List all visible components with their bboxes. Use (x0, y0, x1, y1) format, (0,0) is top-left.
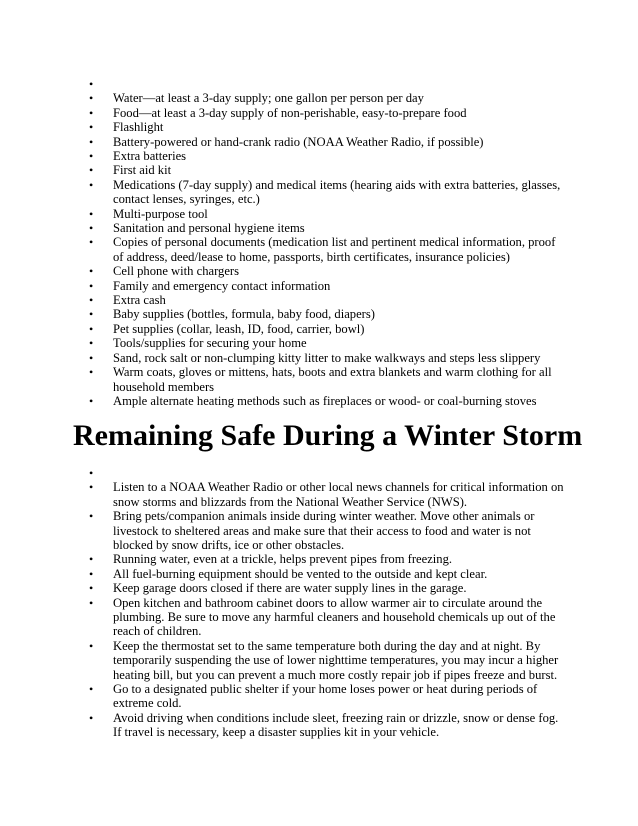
list-item: • Water—at least a 3-day supply; one gallon per person per day (89, 91, 424, 106)
bullet: • (89, 235, 94, 250)
bullet: • (89, 206, 94, 221)
list-item: • Copies of personal documents (medication list and pertinent medical information, proof of address, deed/lease to home, passports, birth certificates, insurance policies) (89, 235, 556, 264)
bullet: • (89, 509, 94, 524)
bullet: • (89, 466, 94, 480)
bullet: • (89, 480, 94, 495)
bullet: • (89, 134, 94, 149)
list-item: • Keep garage doors closed if there are water supply lines in the garage. (89, 581, 467, 596)
list-item: • Food—at least a 3-day supply of non-perishable, easy-to-prepare food (89, 105, 467, 120)
bullet: • (89, 278, 94, 293)
bullet: • (89, 321, 94, 336)
section-heading: Remaining Safe During a Winter Storm (73, 419, 583, 452)
bullet: • (89, 163, 94, 178)
list-item: • Multi-purpose tool (89, 206, 208, 221)
list-item: • Family and emergency contact information (89, 278, 331, 293)
list-item: • Warm coats, gloves or mittens, hats, boots and extra blankets and warm clothing for all household members (89, 365, 552, 394)
bullet: • (89, 566, 94, 581)
bullet: • (89, 581, 94, 596)
bullet: • (89, 105, 94, 120)
bullet: • (89, 393, 94, 408)
list-item: • Ample alternate heating methods such as fireplaces or wood- or coal-burning stoves (89, 393, 537, 408)
list-item: • Bring pets/companion animals inside during winter weather. Move other animals or livestock to sheltered areas and make sure that their access to food and water is not blocked by snow drifts, ice or other obstacles. (89, 509, 535, 553)
list-item (89, 77, 569, 91)
list-item: • All fuel-burning equipment should be vented to the outside and kept clear. (89, 566, 488, 581)
bullet: • (89, 682, 94, 697)
bullet: • (89, 120, 94, 135)
list-item: • Avoid driving when conditions include sleet, freezing rain or drizzle, snow or dense fog. If travel is necessary, keep a disaster supplies kit in your vehicle. (89, 710, 559, 740)
list-item: • Keep the thermostat set to the same temperature both during the day and at night. By temporarily suspending the use of lower nighttime temperatures, you may incur a higher heating bill, but you can prevent a much more costly repair job if pipes freeze and burst. (89, 638, 559, 682)
bullet: • (89, 365, 94, 380)
supplies-list (89, 77, 569, 408)
list-item: • Pet supplies (collar, leash, ID, food, carrier, bowl) (89, 321, 365, 336)
list-item: • Sanitation and personal hygiene items (89, 221, 305, 236)
list-item: • Listen to a NOAA Weather Radio or other local news channels for critical information on snow storms and blizzards from the National Weather Service (NWS). (89, 480, 564, 509)
list-item: • Sand, rock salt or non-clumping kitty litter to make walkways and steps less slippery (89, 350, 541, 365)
list-item: • Extra batteries (89, 149, 187, 164)
bullet: • (89, 595, 94, 610)
winter-safety-list (89, 466, 569, 740)
list-item: • Extra cash (89, 293, 166, 308)
list-item: • Open kitchen and bathroom cabinet doors to allow warmer air to circulate around the plumbing. Be sure to move any harmful cleaners and household chemicals up out of the reach of children. (89, 595, 556, 639)
list-item: • Battery-powered or hand-crank radio (NOAA Weather Radio, if possible) (89, 134, 484, 149)
bullet: • (89, 336, 94, 351)
bullet: • (89, 307, 94, 322)
bullet: • (89, 264, 94, 279)
bullet: • (89, 149, 94, 164)
list-item: • Baby supplies (bottles, formula, baby food, diapers) (89, 307, 375, 322)
bullet: • (89, 77, 94, 91)
list-item: • Flashlight (89, 120, 164, 135)
list-item: • Cell phone with chargers (89, 264, 240, 279)
list-item: • Running water, even at a trickle, helps prevent pipes from freezing. (89, 552, 453, 567)
bullet: • (89, 177, 94, 192)
list-item: • First aid kit (89, 163, 172, 178)
bullet: • (89, 638, 94, 653)
bullet: • (89, 350, 94, 365)
list-item: • Tools/supplies for securing your home (89, 336, 307, 351)
list-item (89, 466, 569, 480)
bullet: • (89, 91, 94, 106)
bullet: • (89, 293, 94, 308)
list-item: • Medications (7-day supply) and medical items (hearing aids with extra batteries, glasses, contact lenses, syringes, etc.) (89, 177, 561, 207)
bullet: • (89, 221, 94, 236)
list-item: • Go to a designated public shelter if your home loses power or heat during periods of extreme cold. (89, 682, 538, 711)
bullet: • (89, 710, 94, 725)
bullet: • (89, 552, 94, 567)
